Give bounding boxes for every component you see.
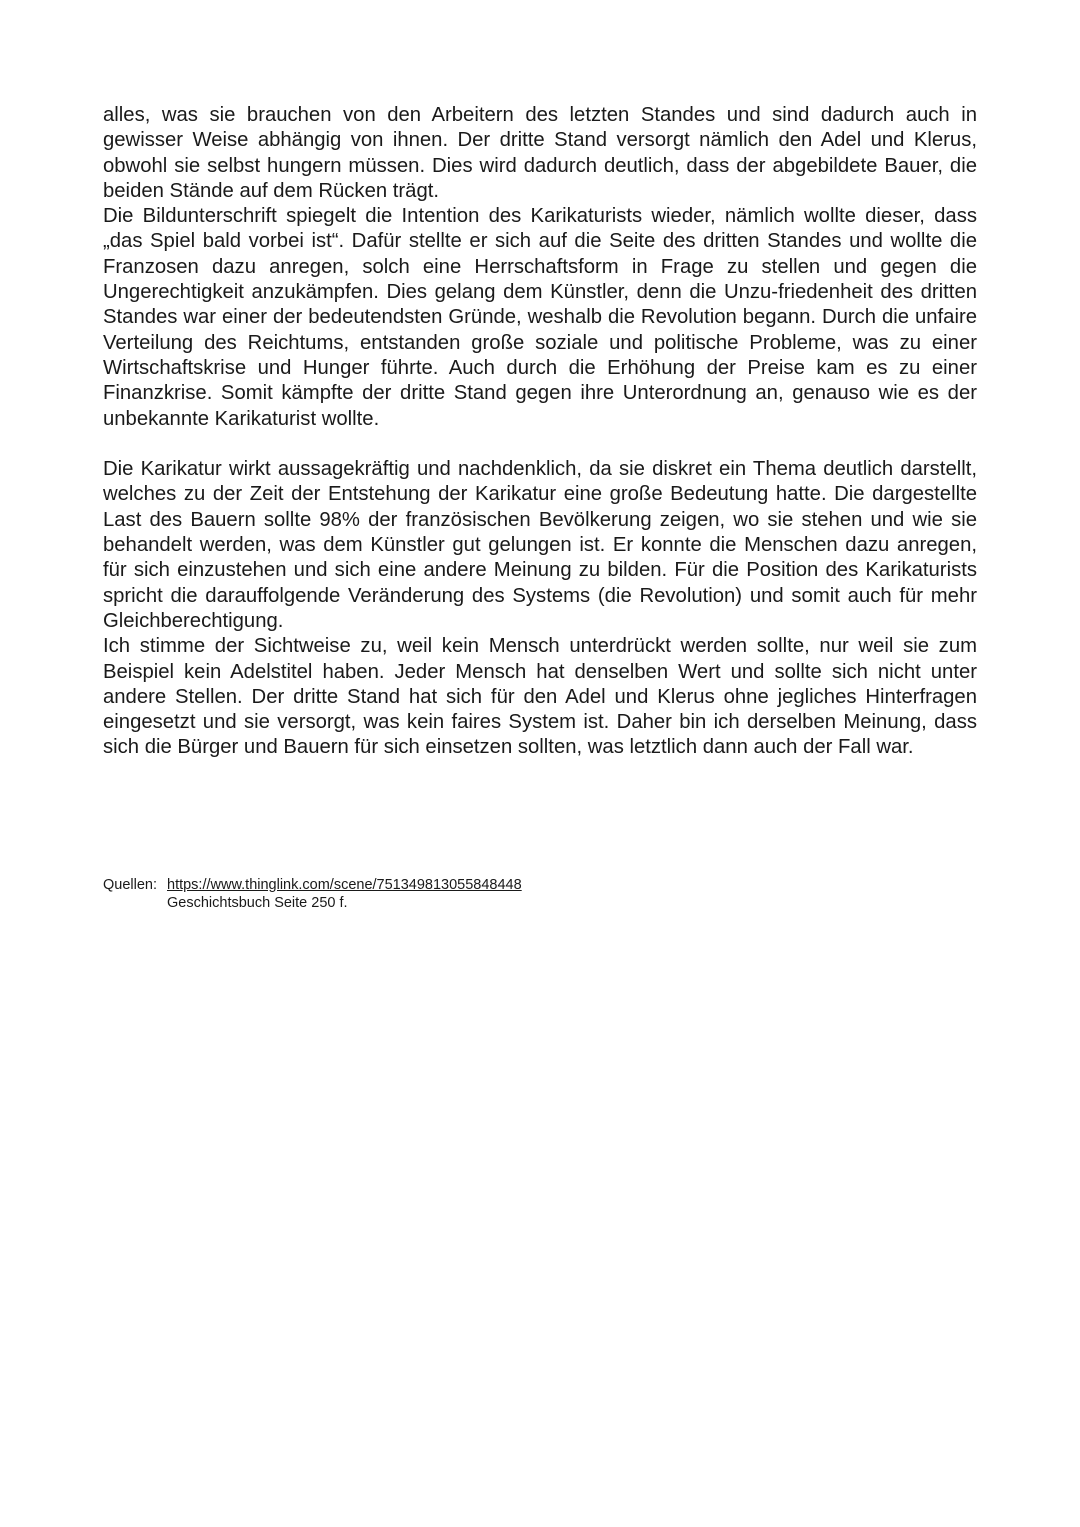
sources-section bbox=[103, 876, 522, 912]
source-book: Geschichtsbuch Seite 250 f. bbox=[167, 895, 348, 911]
paragraph-4: Ich stimme der Sichtweise zu, weil kein Mensch unterdrückt werden sollte, nur weil sie zum Beispiel kein Adelstitel haben. Jeder Mensch hat denselben Wert und sollte sich nicht unter andere Stellen. Der dritte Stand hat sich für den Adel und Klerus ohne jegliches Hinterfragen eingesetzt und sie versorgt, was kein faires System ist. Daher bin ich derselben Meinung, dass sich die Bürger und Bauern für sich einsetzen sollten, was letztlich dann auch der Fall war. bbox=[103, 635, 977, 759]
paragraph-1: alles, was sie brauchen von den Arbeitern des letzten Standes und sind dadurch auch in gewisser Weise abhängig von ihnen. Der dritte Stand versorgt nämlich den Adel und Klerus, obwohl sie selbst hungern müssen. Dies wird dadurch deutlich, dass der abgebildete Bauer, die beiden Stände auf dem Rücken trägt. bbox=[103, 104, 977, 202]
essay-body bbox=[103, 103, 977, 761]
paragraph-3: Die Karikatur wirkt aussagekräftig und nachdenklich, da sie diskret ein Thema deutlich darstellt, welches zu der Zeit der Entstehung der Karikatur eine große Bedeutung hatte. Die dargestellte Last des Bauern sollte 98% der französischen Bevölkerung zeigen, wo sie stehen und wie sie behandelt werden, was dem Künstler gut gelungen ist. Er konnte die Menschen dazu anregen, für sich einzustehen und sich eine andere Meinung zu bilden. Für die Position des Karikaturists spricht die darauffolgende Veränderung des Systems (die Revolution) und somit auch für mehr Gleichberechtigung. bbox=[103, 458, 977, 632]
source-link[interactable]: https://www.thinglink.com/scene/751349813055848448 bbox=[167, 877, 522, 893]
paragraph-2: Die Bildunterschrift spiegelt die Intention des Karikaturists wieder, nämlich wollte dieser, dass „das Spiel bald vorbei ist“. Dafür stellte er sich auf die Seite des dritten Standes und wollte die Franzosen dazu anregen, solch eine Herrschaftsform in Frage zu stellen und gegen die Ungerechtigkeit anzukämpfen. Dies gelang dem Künstler, denn die Unzu-friedenheit des dritten Standes war einer der bedeutendsten Gründe, weshalb die Revolution begann. Durch die unfaire Verteilung des Reichtums, entstanden große soziale und politische Probleme, was zu einer Wirtschaftskrise und Hunger führte. Auch durch die Erhöhung der Preise kam es zu einer Finanzkrise. Somit kämpfte der dritte Stand gegen ihre Unterordnung an, genauso wie es der unbekannte Karikaturist wollte. bbox=[103, 205, 977, 430]
sources-label: Quellen: bbox=[103, 877, 158, 893]
